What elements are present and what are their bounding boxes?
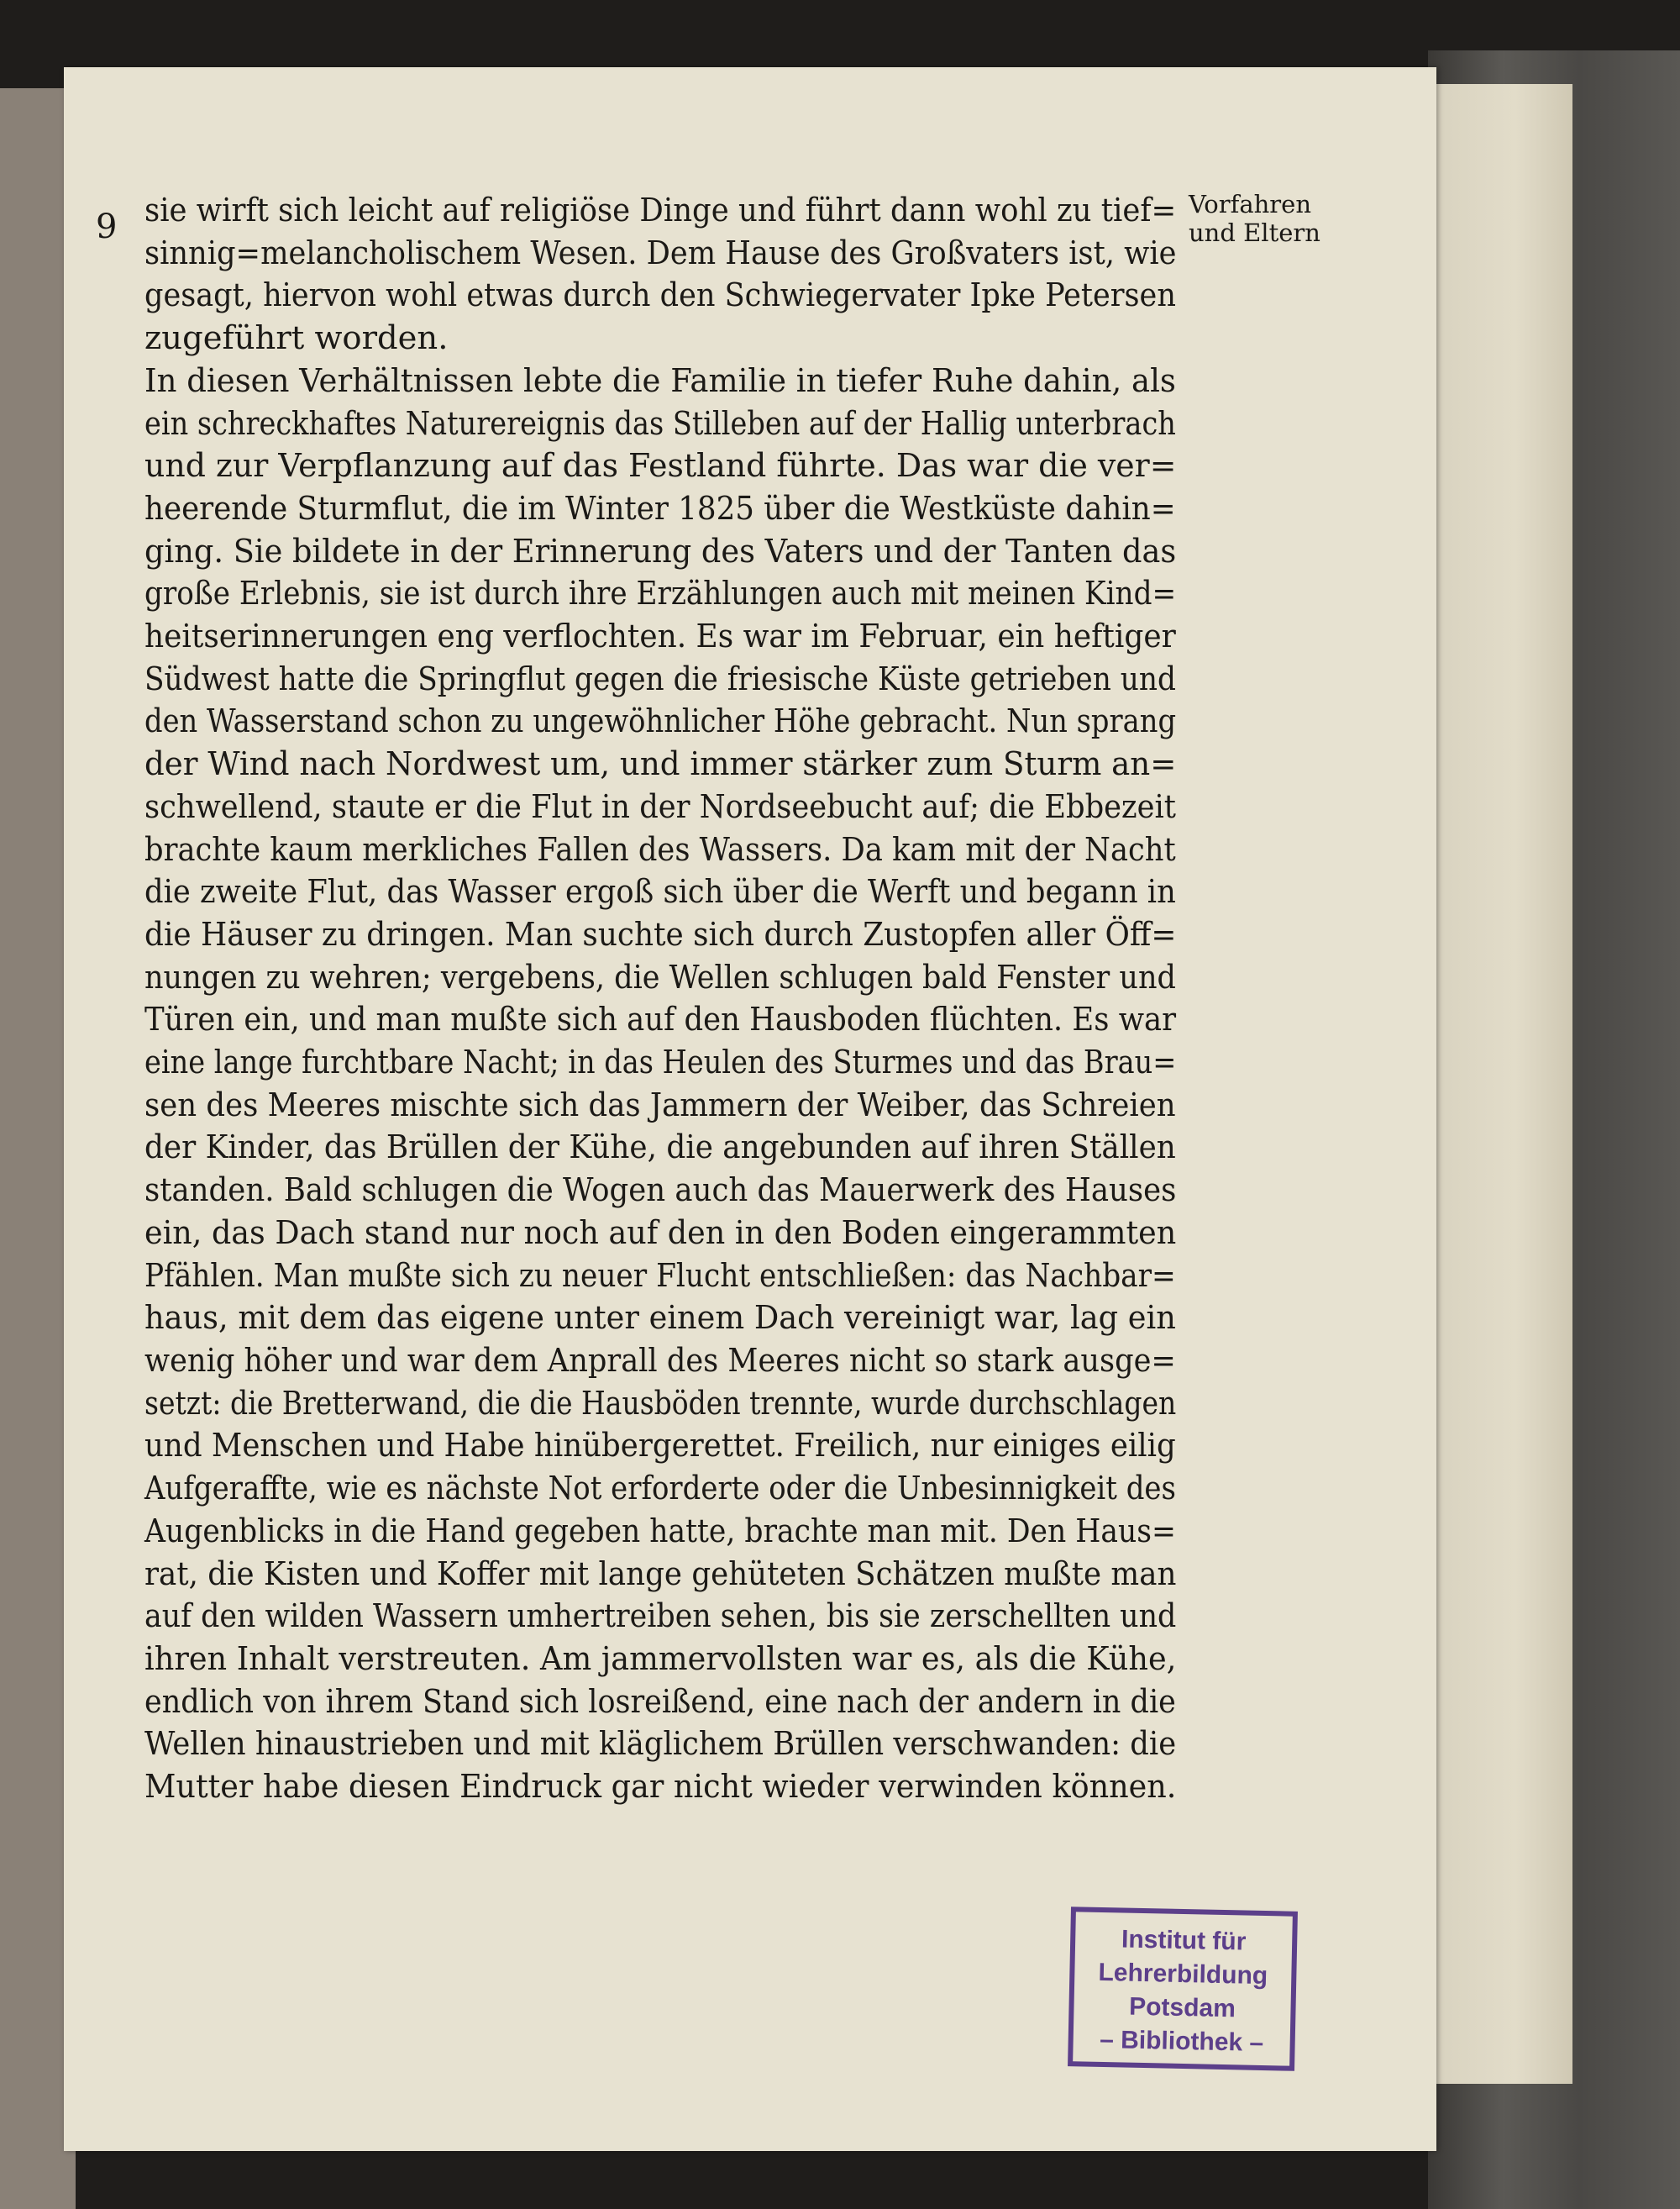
text-line: die Häuser zu dringen. Man suchte sich durch Zustopfen aller Öff= (144, 915, 1177, 954)
text-line: ein schreckhaftes Naturereignis das Stilleben auf der Hallig unterbrach (144, 404, 1176, 443)
stamp-line: Potsdam (1128, 1992, 1236, 2023)
text-line: den Wasserstand schon zu ungewöhnlicher Höhe gebracht. Nun sprang (144, 702, 1177, 741)
text-line: standen. Bald schlugen die Wogen auch das Mauerwerk des Hauses (144, 1171, 1177, 1210)
text-line: endlich von ihrem Stand sich losreißend, eine nach der andern in die (144, 1682, 1176, 1721)
text-line: ging. Sie bildete in der Erinnerung des Vaters und der Tanten das (144, 532, 1177, 571)
text-line: setzt: die Bretterwand, die die Hausböden trennte, wurde durchschlagen (144, 1384, 1177, 1423)
text-line: sie wirft sich leicht auf religiöse Dinge und führt dann wohl zu tief= (144, 192, 1177, 229)
text-line: und zur Verpflanzung auf das Festland führte. Das war die ver= (144, 447, 1177, 486)
text-line: wenig höher und war dem Anprall des Meeres nicht so stark ausge= (144, 1341, 1176, 1380)
text-line: große Erlebnis, sie ist durch ihre Erzählungen auch mit meinen Kind= (144, 575, 1177, 613)
stamp-line: – Bibliothek – (1099, 2025, 1264, 2058)
margin-note (1189, 190, 1331, 247)
next-page-edge (1428, 84, 1572, 2084)
text-line: Pfählen. Man mußte sich zu neuer Flucht entschließen: das Nachbar= (144, 1256, 1176, 1295)
text-line: eine lange furchtbare Nacht; in das Heulen des Sturmes und das Brau= (144, 1044, 1177, 1082)
text-line: schwellend, staute er die Flut in der Nordseebucht auf; die Ebbezeit (144, 787, 1176, 826)
text-line: Augenblicks in die Hand gegeben hatte, brachte man mit. Den Haus= (144, 1512, 1176, 1550)
text-line: haus, mit dem das eigene unter einem Dach vereinigt war, lag ein (144, 1299, 1176, 1338)
text-line: In diesen Verhältnissen lebte die Familie in tiefer Ruhe dahin, als (144, 361, 1176, 400)
text-line: Aufgeraffte, wie es nächste Not erforderte oder die Unbesinnigkeit des (144, 1470, 1176, 1508)
text-line: der Wind nach Nordwest um, und immer stärker zum Sturm an= (144, 745, 1177, 784)
text-line: nungen zu wehren; vergebens, die Wellen schlugen bald Fenster und (144, 958, 1176, 997)
margin-note-line: und Eltern (1189, 218, 1320, 247)
text-line: die zweite Flut, das Wasser ergoß sich über die Werft und begann in (144, 873, 1176, 912)
text-line: heerende Sturmflut, die im Winter 1825 über die Westküste dahin= (144, 489, 1176, 528)
margin-note-line: Vorfahren (1189, 190, 1312, 218)
text-line: Türen ein, und man mußte sich auf den Hausboden flüchten. Es war (144, 1001, 1177, 1039)
text-line: der Kinder, das Brüllen der Kühe, die angebunden auf ihren Ställen (144, 1128, 1176, 1167)
stamp-line: Institut für (1121, 1925, 1247, 1956)
text-line: sen des Meeres mischte sich das Jammern der Weiber, das Schreien (144, 1086, 1176, 1124)
text-line: auf den wilden Wassern umhertreiben sehen, bis sie zerschellten und (144, 1597, 1177, 1636)
text-line: brachte kaum merkliches Fallen des Wassers. Da kam mit der Nacht (144, 830, 1176, 869)
text-line: zugeführt worden. (144, 319, 449, 358)
library-stamp (1068, 1907, 1298, 2071)
text-line: rat, die Kisten und Koffer mit lange gehüteten Schätzen mußte man (144, 1554, 1177, 1593)
page-number: 9 (96, 208, 118, 246)
text-line: sinnig=melancholischem Wesen. Dem Hause des Großvaters ist, wie (144, 234, 1177, 272)
text-line: heitserinnerungen eng verflochten. Es war im Februar, ein heftiger (144, 618, 1176, 656)
body-text (144, 190, 1176, 1809)
text-line: und Menschen und Habe hinübergerettet. Freilich, nur einiges eilig (144, 1427, 1176, 1465)
text-line: ihren Inhalt verstreuten. Am jammervollsten war es, als die Kühe, (144, 1639, 1177, 1678)
text-line: Südwest hatte die Springflut gegen die friesische Küste getrieben und (144, 660, 1176, 698)
text-line: ein, das Dach stand nur noch auf den in den Boden eingerammten (144, 1213, 1177, 1252)
text-line: Wellen hinaustrieben und mit kläglichem Brüllen verschwanden: die (144, 1725, 1177, 1764)
stamp-line: Lehrerbildung (1098, 1958, 1268, 1991)
text-line: Mutter habe diesen Eindruck gar nicht wieder verwinden können. (144, 1768, 1177, 1807)
text-line: gesagt, hiervon wohl etwas durch den Schwiegervater Ipke Petersen (144, 276, 1176, 315)
